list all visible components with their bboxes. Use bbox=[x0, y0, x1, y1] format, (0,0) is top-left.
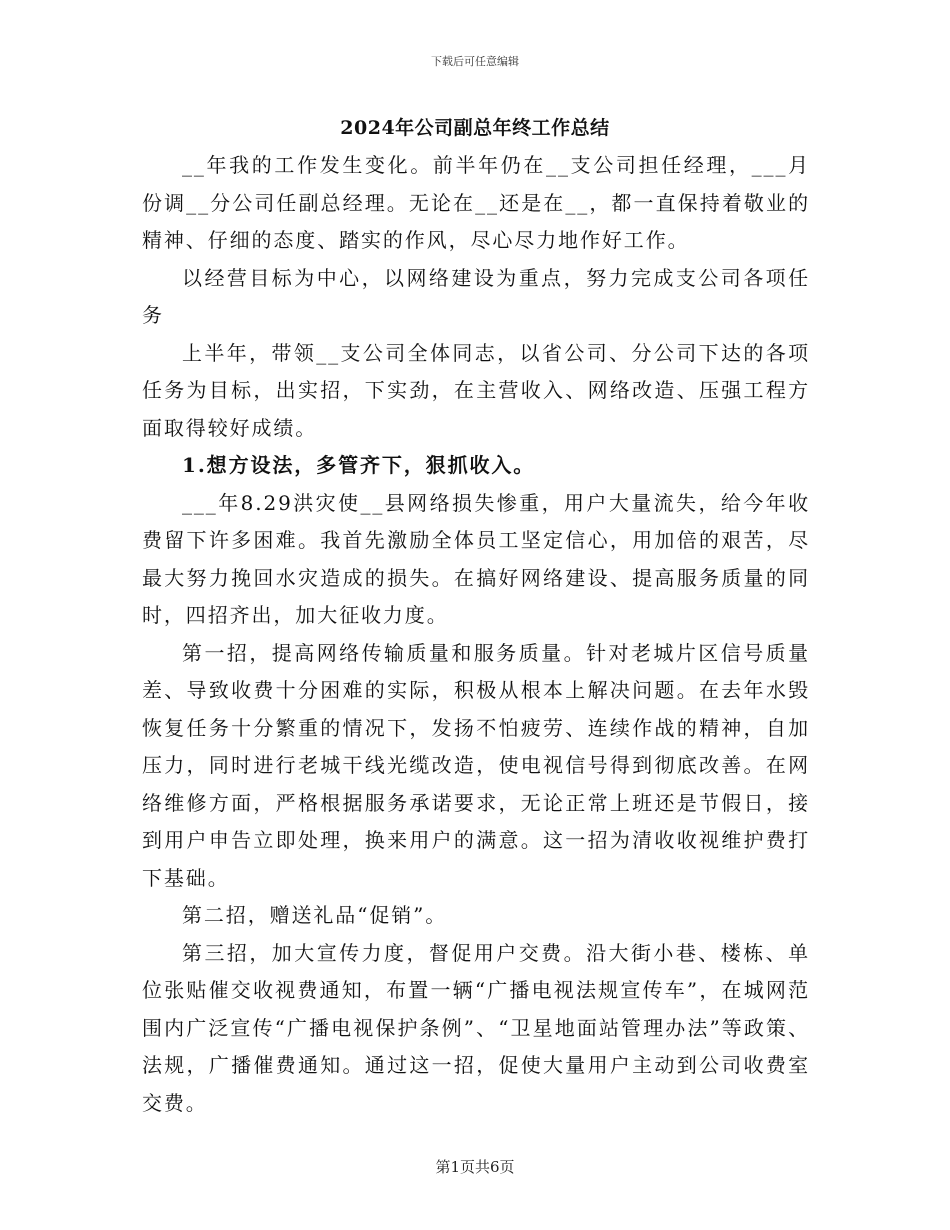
document-title: 2024年公司副总年终工作总结 bbox=[340, 117, 610, 139]
paragraph-goal: 以经营目标为中心，以网络建设为重点，努力完成支公司各项任务 bbox=[142, 265, 810, 327]
paragraph-second-move: 第二招，赠送礼品“促销”。 bbox=[182, 903, 448, 927]
paragraph-intro: __年我的工作发生变化。前半年仍在__支公司担任经理，___月份调__分公司任副总经理。无论在__还是在__，都一直保持着敬业的精神、仔细的态度、踏实的作风，尽心尽力地作好工作。 bbox=[142, 153, 810, 252]
document-body bbox=[142, 147, 810, 1122]
header-note: 下载后可任意编辑 bbox=[431, 55, 519, 68]
paragraph-flood: ___年8.29洪灾使__县网络损失惨重，用户大量流失，给今年收费留下许多困难。我首先激励全体员工坚定信心，用加倍的艰苦，尽最大努力挽回水灾造成的损失。在搞好网络建设、提高服务质量的同时，四招齐出，加大征收力度。 bbox=[142, 490, 810, 627]
paragraph-third-move: 第三招，加大宣传力度，督促用户交费。沿大街小巷、楼栋、单位张贴催交收视费通知，布置一辆“广播电视法规宣传车”，在城网范围内广泛宣传“广播电视保护条例”、“卫星地面站管理办法”等政策、法规，广播催费通知。通过这一招，促使大量用户主动到公司收费室交费。 bbox=[142, 940, 810, 1115]
paragraph-first-move: 第一招，提高网络传输质量和服务质量。针对老城片区信号质量差、导致收费十分困难的实际，积极从根本上解决问题。在去年水毁恢复任务十分繁重的情况下，发扬不怕疲劳、连续作战的精神，自加压力，同时进行老城干线光缆改造，使电视信号得到彻底改善。在网络维修方面，严格根据服务承诺要求，无论正常上班还是节假日，接到用户申告立即处理，换来用户的满意。这一招为清收收视维护费打下基础。 bbox=[142, 640, 810, 890]
paragraph-first-half: 上半年，带领__支公司全体同志，以省公司、分公司下达的各项任务为目标，出实招，下实劲，在主营收入、网络改造、压强工程方面取得较好成绩。 bbox=[142, 340, 810, 440]
page-number: 第1页共6页 bbox=[435, 1158, 515, 1176]
section-heading-1: 1.想方设法，多管齐下，狠抓收入。 bbox=[182, 453, 536, 477]
